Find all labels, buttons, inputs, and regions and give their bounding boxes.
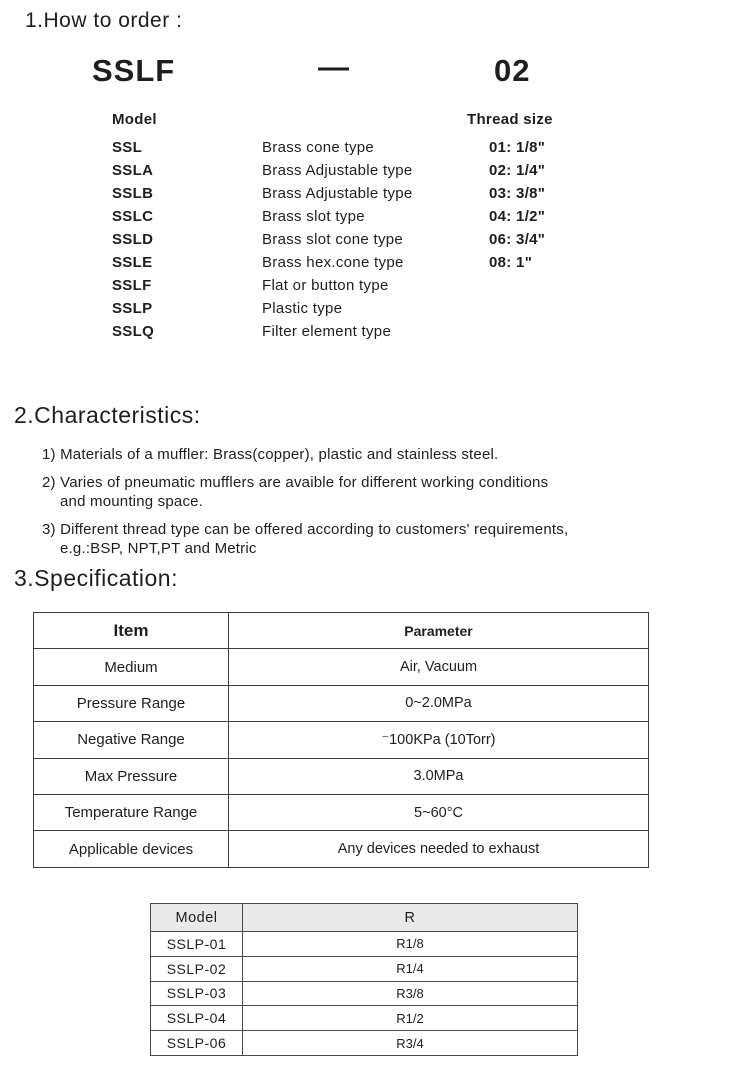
characteristic-continuation: e.g.:BSP, NPT,PT and Metric (60, 540, 257, 557)
thread-size-value: 02: 1/4" (489, 162, 546, 179)
spec-parameter-value: Any devices needed to exhaust (229, 831, 649, 867)
r-table-value-cell: R3/8 (243, 981, 578, 1006)
spec-parameter-value: 3.0MPa (229, 758, 649, 794)
thread-size-column-header: Thread size (467, 111, 553, 128)
spec-row-medium (34, 649, 649, 685)
model-description: Brass slot type (262, 208, 365, 225)
characteristics-list (42, 445, 692, 567)
spec-parameter-value: ⁻100KPa (10Torr) (229, 722, 649, 758)
r-table-row (151, 932, 578, 957)
spec-item-label: Temperature Range (34, 794, 229, 830)
thread-size-value: 08: 1" (489, 254, 533, 271)
r-table-row (151, 981, 578, 1006)
spec-header-parameter: Parameter (229, 613, 649, 649)
spec-row-negative-range (34, 722, 649, 758)
model-code: SSLB (112, 185, 154, 202)
spec-header-row (34, 613, 649, 649)
thread-size-value (467, 323, 642, 346)
model-description: Flat or button type (262, 277, 389, 294)
spec-row-applicable-devices (34, 831, 649, 867)
spacer-cell (262, 111, 467, 139)
characteristics-heading: 2.Characteristics: (14, 402, 201, 428)
spec-parameter-value: 0~2.0MPa (229, 685, 649, 721)
characteristic-item (42, 473, 692, 511)
r-table-header-model: Model (151, 904, 243, 932)
model-code: SSLD (112, 231, 154, 248)
thread-size-value (467, 277, 642, 300)
characteristic-continuation: and mounting space. (60, 493, 204, 510)
spec-parameter-value: 5~60°C (229, 794, 649, 830)
characteristic-line: 3) Different thread type can be offered according to customers' requirements, (42, 521, 569, 538)
r-table-header-row (151, 904, 578, 932)
spec-parameter-value: Air, Vacuum (229, 649, 649, 685)
specification-heading: 3.Specification: (14, 565, 178, 591)
r-table-model-cell: SSLP-06 (151, 1031, 243, 1056)
model-column-header: Model (112, 111, 157, 128)
model-code: SSL (112, 139, 143, 156)
spec-row-temperature-range (34, 794, 649, 830)
order-code-model: SSLF (92, 53, 176, 88)
characteristic-item (42, 445, 692, 464)
model-description: Plastic type (262, 300, 343, 317)
r-table-row (151, 1031, 578, 1056)
thread-size-value: 03: 3/8" (489, 185, 546, 202)
thread-size-value: 04: 1/2" (489, 208, 546, 225)
spec-item-label: Max Pressure (34, 758, 229, 794)
r-table-value-cell: R3/4 (243, 1031, 578, 1056)
thread-size-value: 06: 3/4" (489, 231, 546, 248)
r-table-model-cell: SSLP-01 (151, 932, 243, 957)
model-code: SSLE (112, 254, 153, 271)
spec-row-pressure-range (34, 685, 649, 721)
r-table-model-cell: SSLP-02 (151, 956, 243, 981)
model-description: Brass cone type (262, 139, 375, 156)
order-options-grid (112, 111, 642, 346)
order-code-size: 02 (494, 53, 531, 88)
thread-size-value (467, 300, 642, 323)
model-description: Filter element type (262, 323, 392, 340)
spec-item-label: Negative Range (34, 722, 229, 758)
thread-size-value: 01: 1/8" (489, 139, 546, 156)
r-table-model-cell: SSLP-03 (151, 981, 243, 1006)
model-description: Brass slot cone type (262, 231, 404, 248)
spec-row-max-pressure (34, 758, 649, 794)
spec-item-label: Medium (34, 649, 229, 685)
model-code: SSLC (112, 208, 154, 225)
r-table-value-cell: R1/4 (243, 956, 578, 981)
model-code: SSLP (112, 300, 153, 317)
model-r-table (150, 903, 578, 1056)
spec-item-label: Pressure Range (34, 685, 229, 721)
model-code: SSLF (112, 277, 152, 294)
r-table-value-cell: R1/8 (243, 932, 578, 957)
characteristic-line: 1) Materials of a muffler: Brass(copper), plastic and stainless steel. (42, 446, 499, 463)
characteristic-item (42, 520, 692, 558)
spec-header-item: Item (34, 613, 229, 649)
model-code: SSLQ (112, 323, 155, 340)
model-description: Brass Adjustable type (262, 185, 413, 202)
how-to-order-heading: 1.How to order : (25, 9, 183, 32)
r-table-row (151, 1006, 578, 1031)
model-description: Brass Adjustable type (262, 162, 413, 179)
r-table-row (151, 956, 578, 981)
r-table-model-cell: SSLP-04 (151, 1006, 243, 1031)
specification-table (33, 612, 649, 868)
spec-item-label: Applicable devices (34, 831, 229, 867)
model-description: Brass hex.cone type (262, 254, 404, 271)
order-code-dash: — (318, 49, 350, 84)
characteristic-line: 2) Varies of pneumatic mufflers are avaible for different working conditions (42, 474, 549, 491)
r-table-header-r: R (243, 904, 578, 932)
r-table-value-cell: R1/2 (243, 1006, 578, 1031)
model-code: SSLA (112, 162, 154, 179)
